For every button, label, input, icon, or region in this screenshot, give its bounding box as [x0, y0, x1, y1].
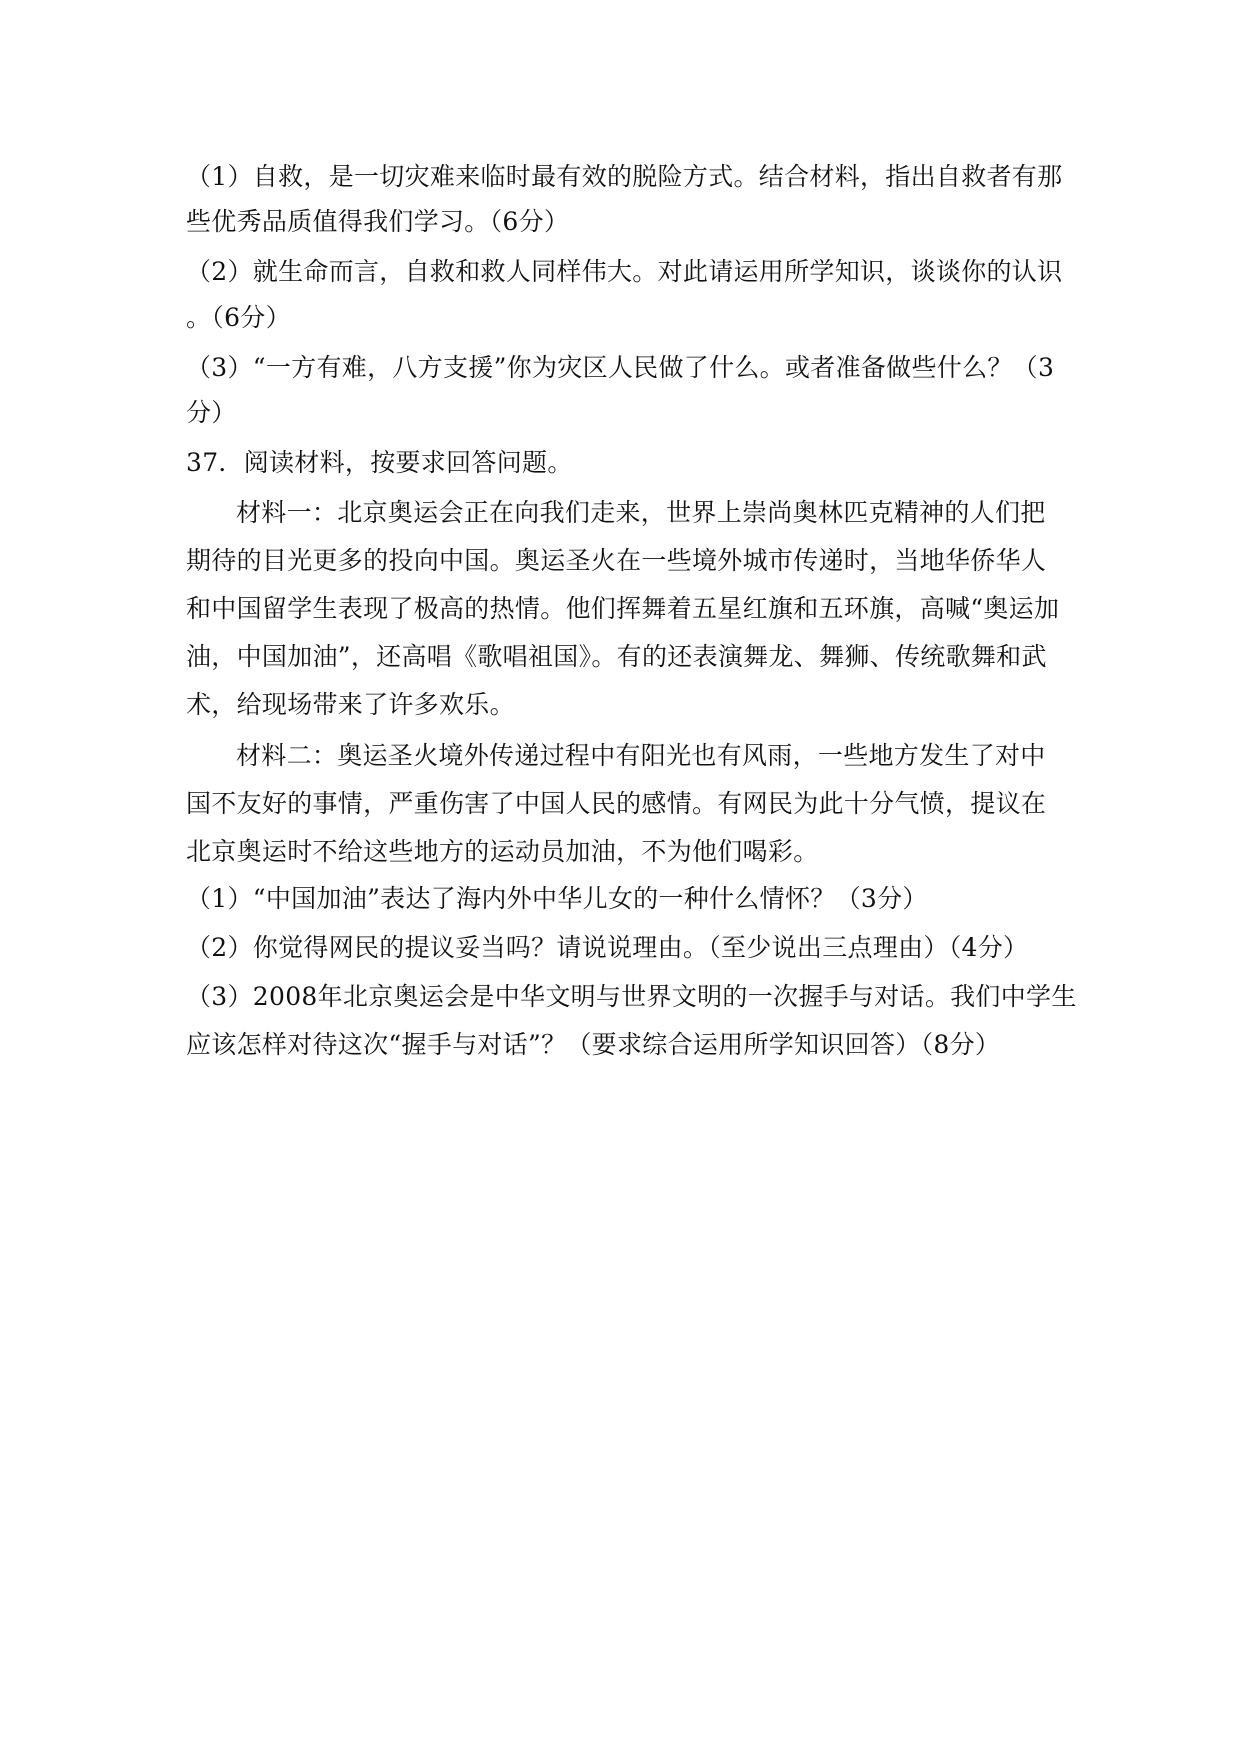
material-2-line-3: 北京奥运时不给这些地方的运动员加油，不为他们喝彩。	[186, 837, 819, 866]
question-2-line-2: 。（6分）	[186, 303, 291, 332]
question-1-line-1: （1）自救，是一切灾难来临时最有效的脱险方式。结合材料，指出自救者有那	[186, 162, 1063, 191]
question-3-line-1: （3）“一方有难，八方支援”你为灾区人民做了什么。或者准备做些什么？（3	[186, 353, 1055, 382]
material-2-line-2: 国不友好的事情，严重伤害了中国人民的感情。有网民为此十分气愤，提议在	[186, 789, 1047, 818]
question-1-line-2: 些优秀品质值得我们学习。（6分）	[186, 207, 570, 236]
question-2-line-1: （2）就生命而言，自救和救人同样伟大。对此请运用所学知识，谈谈你的认识	[186, 257, 1063, 286]
material-1-line-5: 术，给现场带来了许多欢乐。	[186, 690, 515, 719]
material-1-line-1: 材料一：北京奥运会正在向我们走来，世界上崇尚奥林匹克精神的人们把	[236, 498, 1046, 527]
material-2-line-1: 材料二：奥运圣火境外传递过程中有阳光也有风雨，一些地方发生了对中	[236, 741, 1046, 770]
question-37-3-line-1: （3）2008年北京奥运会是中华文明与世界文明的一次握手与对话。我们中学生	[186, 982, 1077, 1011]
question-37-heading: 37．阅读材料，按要求回答问题。	[186, 448, 573, 477]
material-1-line-2: 期待的目光更多的投向中国。奥运圣火在一些境外城市传递时，当地华侨华人	[186, 546, 1047, 575]
question-37-2: （2）你觉得网民的提议妥当吗？请说说理由。（至少说出三点理由）（4分）	[186, 933, 1029, 962]
material-1-line-4: 油，中国加油”，还高唱《歌唱祖国》。有的还表演舞龙、舞狮、传统歌舞和武	[186, 642, 1047, 671]
question-37-3-line-2: 应该怎样对待这次“握手与对话”？（要求综合运用所学知识回答）（8分）	[186, 1030, 1001, 1059]
question-3-line-2: 分）	[186, 398, 237, 427]
question-37-1: （1）“中国加油”表达了海内外中华儿女的一种什么情怀？（3分）	[186, 884, 928, 913]
material-1-line-3: 和中国留学生表现了极高的热情。他们挥舞着五星红旗和五环旗，高喊“奥运加	[186, 594, 1060, 623]
